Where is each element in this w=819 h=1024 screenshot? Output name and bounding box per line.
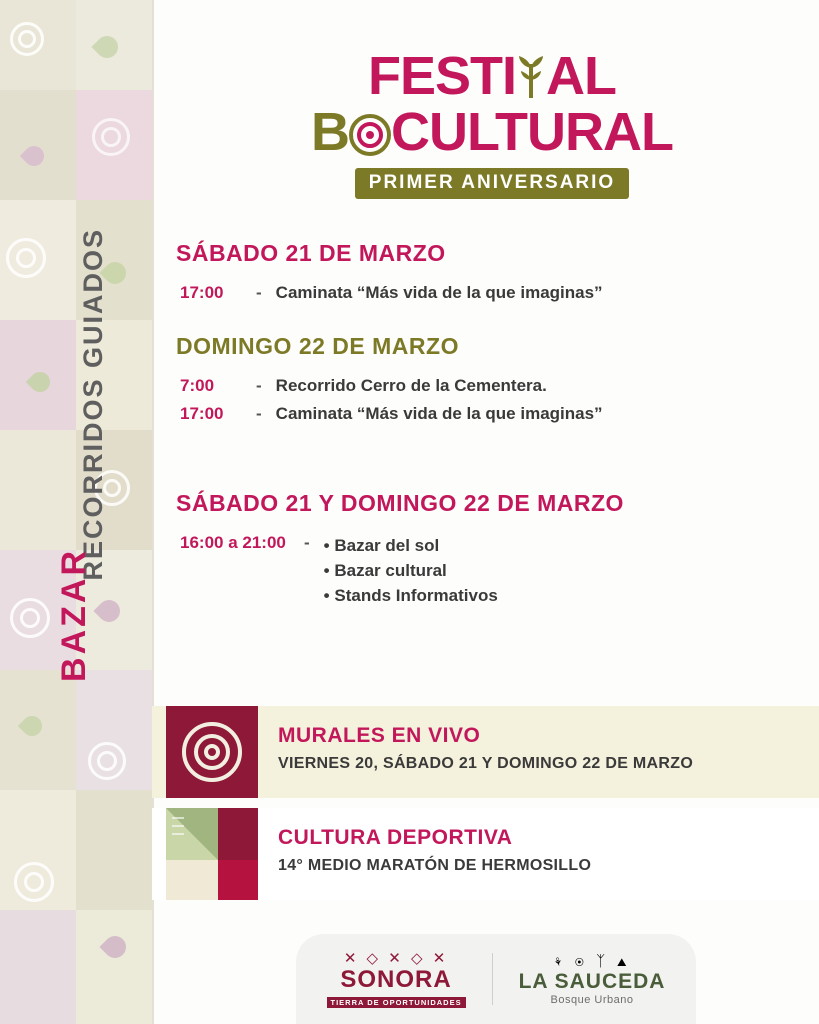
schedule-activity: Caminata “Más vida de la que imaginas” [275,404,603,423]
spiral-icon [349,110,391,152]
bazaar-heading: SÁBADO 21 Y DOMINGO 22 DE MARZO [176,490,624,516]
side-label-tours: RECORRIDOS GUIADOS [78,228,108,581]
bazaar-row [176,533,796,608]
schedule-dash: - [256,283,262,302]
plant-icon [516,54,546,100]
schedule-heading: DOMINGO 22 DE MARZO [176,333,459,359]
sauceda-name: LA SAUCEDA [518,969,666,993]
schedule-dash: - [256,404,262,423]
sauceda-subtitle: Bosque Urbano [550,993,634,1006]
bazaar-item: • Stands Informativos [324,583,498,608]
sonora-logo [327,949,466,1010]
bazaar-group [176,490,796,608]
sonora-name: SONORA [340,965,452,993]
highlight-subtitle: VIERNES 20, SÁBADO 21 Y DOMINGO 22 DE MARZO [278,755,694,772]
decorative-pattern-band [0,0,152,1024]
footer-logos [296,934,696,1024]
sonora-tagline: TIERRA DE OPORTUNIDADES [327,997,466,1008]
logo-subtitle: PRIMER ANIVERSARIO [355,168,629,199]
logo-line-one [262,48,722,104]
schedule-group-sunday [176,333,796,424]
bazaar-items [324,533,498,608]
schedule-time: 17:00 [180,404,224,423]
side-label-bazaar: BAZAR [55,548,93,682]
festival-logo [262,48,722,199]
schedule-activity: Recorrido Cerro de la Cementera. [275,376,547,395]
logo-text-b: B [311,102,350,162]
highlight-deportiva [152,808,819,900]
logo-text-festi: FESTI [368,46,517,106]
sauceda-logo [519,953,666,1006]
schedule-time: 17:00 [180,283,224,302]
schedule-group-saturday [176,240,796,303]
highlight-text [278,724,693,773]
highlight-title: MURALES EN VIVO [278,724,481,747]
schedule-row [176,404,796,424]
sauceda-icons: ⚘ ◉ ᛉ ⛰ [553,952,631,970]
logo-text-cultural: CULTURAL [391,102,673,162]
bazaar-dash: - [304,533,310,552]
sonora-marks: ✕ ◇ ✕ ◇ ✕ [343,949,449,967]
geometric-pattern-icon [166,808,258,900]
logo-line-two [262,104,722,160]
schedule-row [176,376,796,396]
footer-divider [492,953,493,1005]
bazaar-time: 16:00 a 21:00 [180,533,286,552]
schedule-activity: Caminata “Más vida de la que imaginas” [275,283,603,302]
schedule-section [176,240,796,616]
schedule-row [176,283,796,303]
highlight-text [278,826,591,875]
bazaar-item: • Bazar del sol [324,533,498,558]
highlight-title: CULTURA DEPORTIVA [278,826,513,849]
schedule-dash: - [256,376,262,395]
highlight-subtitle: 14° MEDIO MARATÓN DE HERMOSILLO [278,857,592,874]
spiral-mural-icon [166,706,258,798]
logo-text-val: AL [546,46,616,106]
schedule-heading: SÁBADO 21 DE MARZO [176,240,446,266]
schedule-time: 7:00 [180,376,215,395]
bazaar-item: • Bazar cultural [324,558,498,583]
highlight-murales [152,706,819,798]
